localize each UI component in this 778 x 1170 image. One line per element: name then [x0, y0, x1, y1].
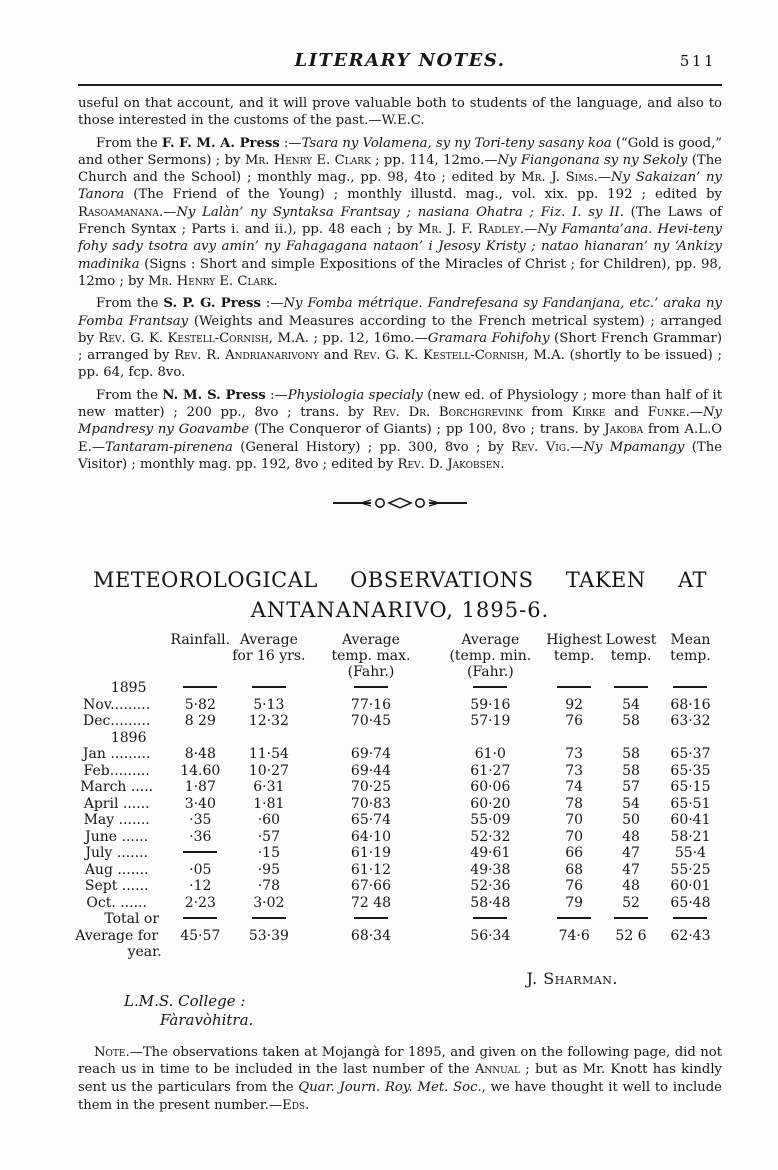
row-label-cell: [64, 944, 169, 961]
table-cell: 12·32: [248, 713, 289, 730]
table-cell: 65·35: [670, 762, 711, 779]
text-segment: (The Church and the School) ; monthly mag., pp. 98, 4to ; edited by: [78, 152, 722, 186]
table-cell: 60·20: [470, 795, 511, 812]
table-cell: [435, 911, 545, 928]
text-segment: (“Gold is good,” and other Sermons) ; by: [78, 135, 722, 168]
text-segment: .—: [158, 204, 177, 220]
text-segment: From the: [96, 387, 163, 403]
table-cell: 52·36: [470, 878, 511, 895]
table-cell: ·35: [189, 812, 212, 829]
column-rule-mark: [473, 686, 507, 688]
row-label: Aug .......: [84, 861, 149, 878]
table-cell: [659, 680, 722, 697]
column-rule-mark: [614, 686, 648, 688]
table-cell: 61·0: [474, 746, 506, 763]
text-segment: .—The observations taken at Mojangà for 1895, and given on the following page, did not reach us in time to be included in the last number of the: [78, 1044, 722, 1078]
table-cell: 54: [622, 696, 640, 713]
table-cell: 3·40: [184, 795, 216, 812]
text-segment: From the: [96, 296, 164, 312]
table-cell: 53·39: [248, 927, 289, 944]
text-segment: Rasoamanana: [78, 204, 159, 220]
text-segment: N. M. S. Press: [162, 387, 266, 403]
table-cell: 65·15: [670, 779, 711, 796]
signature: J. Sharman.: [526, 968, 618, 988]
table-cell: 60·06: [470, 779, 511, 796]
row-label-cell: [64, 878, 169, 895]
table-cell: 3·02: [253, 894, 285, 911]
table-cell: [659, 911, 722, 928]
table-cell: 5·13: [253, 696, 285, 713]
table-cell: 48: [622, 828, 640, 845]
table-cell: 77·16: [350, 696, 391, 713]
table-cell: 72 48: [350, 894, 391, 911]
table-cell: 67·66: [350, 878, 391, 895]
met-table: [64, 632, 722, 961]
column-rule-mark: [183, 686, 217, 688]
table-cell: 14.60: [180, 762, 221, 779]
table-cell: [306, 944, 435, 961]
table-cell: 70·45: [350, 713, 391, 730]
page-number: 511: [679, 52, 716, 70]
table-cell: 63·32: [670, 713, 711, 730]
table-cell: 8·48: [184, 746, 216, 763]
table-cell: 58·21: [670, 828, 711, 845]
table-cell: 58: [622, 713, 640, 730]
text-segment: :—: [260, 296, 284, 312]
row-label: Feb.........: [83, 762, 150, 779]
table-cell: 61·12: [350, 861, 391, 878]
text-segment: S. P. G. Press: [163, 296, 261, 312]
table-cell: 92: [565, 696, 584, 713]
text-segment: Rev. D. Jakobsen: [397, 456, 501, 472]
table-cell: 54: [622, 795, 640, 812]
table-cell: 47: [622, 845, 640, 862]
text-segment: Annual: [474, 1062, 520, 1078]
table-cell: [603, 944, 659, 961]
row-label-cell: [64, 862, 169, 879]
table-cell: ·36: [189, 828, 212, 845]
row-label-cell: [64, 746, 169, 763]
table-cell: 6·31: [253, 779, 285, 796]
college-line1: L.M.S. College :: [124, 991, 246, 1010]
text-segment: Ny Fomba métrique. Fandrefesana sy Fandanjana, etc.’ araka ny Fomba Frantsay: [78, 296, 723, 329]
table-cell: [169, 944, 231, 961]
table-cell: ·05: [189, 861, 212, 878]
row-label: April ......: [83, 795, 150, 812]
table-cell: 1·87: [184, 779, 216, 796]
row-label: Jan .........: [82, 746, 151, 763]
row-label: Sept ......: [84, 878, 149, 895]
paragraph-nms-press: [78, 387, 722, 473]
text-segment: :—: [265, 387, 288, 403]
column-rule-mark: [354, 686, 388, 688]
text-segment: (Signs : Short and simple Expositions of the Miracles of Christ ; for Children), pp. 98, 12mo ; by: [78, 256, 722, 289]
table-cell: 79: [565, 894, 584, 911]
table-row: [64, 697, 722, 714]
table-cell: 58: [622, 746, 640, 763]
row-label-cell: [64, 928, 169, 945]
college-address: [124, 992, 722, 1030]
table-cell: [231, 680, 306, 697]
row-label-cell: [64, 812, 169, 829]
table-cell: [231, 730, 306, 747]
text-segment: Note: [94, 1044, 126, 1060]
row-label: 1895: [110, 680, 147, 697]
text-segment: ; pp. 12, 16mo.—: [308, 330, 428, 346]
table-cell: [435, 944, 545, 961]
text-segment: useful on that account, and it will prove valuable both to students of the language, and also to those interested in the customs of the past.—W.E.C.: [78, 96, 722, 129]
table-row: [64, 878, 722, 895]
paragraph-continuation: [78, 95, 722, 130]
table-cell: 61·27: [470, 762, 511, 779]
table-row: [64, 928, 722, 945]
row-label-cell: [64, 911, 169, 928]
text-segment: (General History) ; pp. 300, 8vo ; by: [232, 439, 512, 455]
table-cell: [169, 730, 231, 747]
table-cell: 56·34: [470, 927, 511, 944]
paragraph-spg-press: [78, 295, 722, 381]
article-title: [78, 565, 722, 625]
table-cell: 58: [622, 762, 640, 779]
table-header-cell: Highest temp.: [546, 632, 603, 665]
text-segment: Eds: [282, 1097, 306, 1113]
table-cell: 49·38: [470, 861, 511, 878]
row-label-cell: [64, 680, 169, 697]
table-cell: 57: [622, 779, 640, 796]
table-cell: 52 6: [615, 927, 647, 944]
table-cell: ·60: [257, 812, 280, 829]
text-segment: Rev. R. Andrianarivony: [174, 348, 319, 364]
row-label-cell: [64, 895, 169, 912]
text-segment: Ny Mpamangy: [583, 439, 685, 455]
table-cell: 1·81: [253, 795, 285, 812]
row-label-cell: [64, 730, 169, 747]
table-cell: 61·19: [350, 845, 391, 862]
table-cell: 74: [565, 779, 584, 796]
note-paragraph: [78, 1044, 722, 1114]
text-segment: , we have thought it well to include them in the present number.—: [78, 1079, 722, 1113]
table-row: [64, 680, 722, 697]
table-cell: 78: [565, 795, 584, 812]
text-segment: and: [605, 405, 648, 421]
table-cell: 52·32: [470, 828, 511, 845]
column-rule-mark: [252, 917, 286, 919]
text-segment: Kirke: [571, 405, 606, 421]
text-segment: Jakoba: [604, 422, 644, 438]
column-rule-mark: [183, 917, 217, 919]
text-segment: Gramara Fohifohy: [427, 330, 550, 346]
table-cell: 70: [565, 828, 584, 845]
table-cell: [169, 845, 231, 862]
table-cell: 57·19: [470, 713, 511, 730]
table-row: [64, 911, 722, 928]
row-label: year.: [127, 944, 162, 961]
text-segment: Mr. Henry E. Clark: [244, 152, 371, 168]
section-divider-ornament-icon: [78, 495, 722, 515]
table-cell: 68·34: [350, 927, 391, 944]
column-rule-mark: [473, 917, 507, 919]
text-segment: (Weights and Measures according to the French metrical system) ; arranged by: [78, 313, 723, 346]
text-segment: (shortly to be issued) ; pp. 64, fcp. 8vo.: [78, 348, 722, 381]
table-cell: 74·6: [558, 927, 590, 944]
table-header-cell: Average for 16 yrs.: [232, 632, 306, 665]
text-segment: ; but as Mr. Knott has kindly sent us the particulars from the: [78, 1062, 722, 1095]
table-header-row: [64, 632, 722, 680]
table-row: [64, 746, 722, 763]
text-segment: .—: [519, 222, 538, 238]
text-segment: (new ed. of Physiology ; more than half of it new matter) ; 200 pp., 8vo ; trans. by: [78, 387, 723, 421]
table-cell: [545, 680, 603, 697]
table-cell: 62·43: [670, 927, 711, 944]
column-rule-mark: [354, 917, 388, 919]
table-cell: 10·27: [248, 762, 289, 779]
column-rule-mark: [557, 686, 591, 688]
column-rule-mark: [183, 851, 217, 853]
table-cell: [435, 730, 545, 747]
table-cell: 58·48: [470, 894, 511, 911]
table-cell: 65·37: [670, 746, 711, 763]
table-cell: 11·54: [248, 746, 289, 763]
text-segment: :—: [279, 135, 302, 151]
text-segment: Mr. J. F. Radley: [417, 222, 520, 238]
table-row: [64, 845, 722, 862]
text-segment: Tantaram-pirenena: [105, 439, 233, 455]
table-cell: 65·48: [670, 894, 711, 911]
text-segment: .: [305, 1097, 310, 1113]
row-label: Oct. ......: [86, 894, 147, 911]
table-cell: ·15: [257, 845, 280, 862]
table-header-cell: [64, 632, 169, 680]
text-segment: (The Friend of the Young) ; monthly illustd. mag., vol. xix. pp. 192 ; edited by: [124, 187, 722, 203]
text-segment: .—: [593, 170, 612, 186]
table-cell: [603, 680, 659, 697]
row-label-cell: [64, 697, 169, 714]
table-cell: 76: [565, 878, 584, 895]
article-title-line1: METEOROLOGICAL OBSERVATIONS TAKEN AT: [93, 568, 707, 593]
text-segment: From the: [96, 135, 162, 151]
column-rule-mark: [673, 917, 707, 919]
column-rule-mark: [252, 686, 286, 688]
table-cell: ·95: [257, 861, 280, 878]
text-segment: .: [273, 273, 278, 289]
column-rule-mark: [614, 917, 648, 919]
table-cell: 70: [565, 812, 584, 829]
text-segment: Rev. Vig: [511, 439, 567, 455]
table-cell: 69·44: [350, 762, 391, 779]
table-cell: 70·25: [350, 779, 391, 796]
table-cell: [435, 680, 545, 697]
table-cell: [169, 911, 231, 928]
text-segment: (The Visitor) ; monthly mag. pp. 192, 8vo ; edited by: [78, 439, 723, 472]
table-cell: 68·16: [670, 696, 711, 713]
table-cell: 66: [565, 845, 584, 862]
table-cell: 76: [565, 713, 584, 730]
row-label: July .......: [85, 845, 148, 862]
text-segment: and: [318, 348, 354, 364]
text-segment: Mr. Henry E. Clark: [148, 273, 274, 289]
row-label: June ......: [85, 828, 149, 845]
row-label: 1896: [110, 729, 147, 746]
table-row: [64, 796, 722, 813]
text-segment: F. F. M. A. Press: [161, 135, 280, 151]
table-cell: [659, 944, 722, 961]
table-header-cell: Average temp. max. (Fahr.): [331, 632, 411, 681]
text-segment: Funke: [647, 405, 686, 421]
table-row: [64, 730, 722, 747]
table-row: [64, 713, 722, 730]
text-segment: Quar. Journ. Roy. Met. Soc.: [298, 1079, 482, 1095]
table-cell: ·78: [257, 878, 280, 895]
table-cell: 64·10: [350, 828, 391, 845]
row-label: March .....: [80, 779, 154, 796]
table-cell: 52: [622, 894, 640, 911]
text-segment: Ny Sakaizan’ ny Tanora: [78, 170, 722, 203]
table-row: [64, 829, 722, 846]
table-row: [64, 862, 722, 879]
text-segment: Rev. G. K. Kestell-Cornish, M.A.: [98, 330, 309, 346]
table-cell: 65·74: [350, 812, 391, 829]
table-cell: 8 29: [184, 713, 216, 730]
table-cell: [306, 911, 435, 928]
row-label-cell: [64, 713, 169, 730]
table-cell: 5·82: [184, 696, 216, 713]
row-label-cell: [64, 845, 169, 862]
text-segment: Tsara ny Volamena, sy ny Tori-teny sasany koa: [301, 135, 612, 151]
table-cell: [545, 911, 603, 928]
table-cell: 2·23: [184, 894, 216, 911]
text-segment: from A.L.O E.—: [78, 422, 723, 455]
text-segment: Rev. G. K. Kestell-Cornish, M.A.: [353, 348, 565, 364]
text-segment: from: [522, 405, 572, 421]
row-label: Nov.........: [83, 696, 151, 713]
table-cell: [545, 944, 603, 961]
table-header-cell: Average (temp. min. (Fahr.): [449, 632, 532, 681]
table-cell: 65·51: [670, 795, 711, 812]
table-header-cell: Lowest temp.: [605, 632, 657, 665]
row-label: Average for: [75, 927, 159, 944]
row-label: Total or: [104, 911, 160, 928]
paragraph-ffma-press: [78, 135, 722, 291]
table-row: [64, 812, 722, 829]
table-cell: 68: [565, 861, 584, 878]
header-rule: [78, 84, 722, 86]
table-header-cell: Mean temp.: [670, 632, 711, 665]
row-label: Dec.........: [82, 713, 151, 730]
text-segment: ; pp. 114, 12mo.—: [370, 152, 498, 168]
column-rule-mark: [673, 686, 707, 688]
text-segment: Ny Famanta’ana. Hevi-teny fohy sady tsotra avy amin’ ny Fahagagana nataon’ i Jesosy Kristy ; natao hianaran’ ny ‘Ankizy madinika: [78, 222, 722, 272]
table-cell: [169, 680, 231, 697]
table-cell: 60·41: [670, 812, 711, 829]
table-cell: 70·83: [350, 795, 391, 812]
table-row: [64, 944, 722, 961]
table-cell: 47: [622, 861, 640, 878]
table-cell: ·57: [257, 828, 280, 845]
row-label-cell: [64, 763, 169, 780]
table-cell: 73: [565, 762, 584, 779]
table-row: [64, 763, 722, 780]
text-segment: .—: [685, 405, 703, 421]
text-segment: Rev. Dr. Borchgrevink: [372, 405, 523, 421]
text-segment: (The Laws of French Syntax ; Parts i. and ii.), pp. 48 each ; by: [78, 204, 722, 238]
table-cell: [231, 944, 306, 961]
table-cell: [231, 911, 306, 928]
text-segment: (The Conqueror of Giants) ; pp 100, 8vo ; trans. by: [249, 422, 605, 438]
table-cell: [659, 730, 722, 747]
text-segment: Mr. J. Sims: [521, 170, 594, 186]
table-cell: [603, 730, 659, 747]
table-cell: 48: [622, 878, 640, 895]
row-label-cell: [64, 796, 169, 813]
text-segment: Ny Fiangonana sy ny Sekoly: [497, 152, 688, 168]
row-label-cell: [64, 779, 169, 796]
table-cell: 45·57: [180, 927, 221, 944]
table-cell: 50: [622, 812, 640, 829]
text-segment: .: [500, 456, 505, 472]
table-cell: [306, 730, 435, 747]
text-segment: Physiologia specialy: [287, 387, 423, 403]
text-segment: .—: [566, 439, 584, 455]
table-header-cell: Rainfall.: [170, 632, 231, 649]
table-cell: 60·01: [670, 878, 711, 895]
article-title-line2: ANTANANARIVO, 1895-6.: [250, 598, 550, 623]
college-line2: Fàravòhitra.: [160, 1010, 254, 1029]
row-label-cell: [64, 829, 169, 846]
row-label: May .......: [83, 812, 150, 829]
text-segment: Ny Lalàn’ ny Syntaksa Frantsay ; nasiana Ohatra ; Fiz. I. sy II.: [176, 204, 624, 220]
table-cell: 59·16: [470, 696, 511, 713]
table-cell: 55·4: [674, 845, 707, 862]
table-row: [64, 779, 722, 796]
table-cell: [306, 680, 435, 697]
table-cell: ·12: [189, 878, 212, 895]
table-cell: 49·61: [470, 845, 511, 862]
column-rule-mark: [557, 917, 591, 919]
table-row: [64, 895, 722, 912]
running-head: LITERARY NOTES.: [294, 50, 506, 71]
table-cell: [545, 730, 603, 747]
text-segment: (Short French Grammar) ; arranged by: [78, 330, 722, 364]
table-cell: 55·09: [470, 812, 511, 829]
table-cell: 69·74: [350, 746, 391, 763]
table-cell: [603, 911, 659, 928]
text-segment: Ny Mpandresy ny Goavambe: [78, 405, 722, 438]
table-cell: 55·25: [670, 861, 711, 878]
table-cell: 73: [565, 746, 584, 763]
